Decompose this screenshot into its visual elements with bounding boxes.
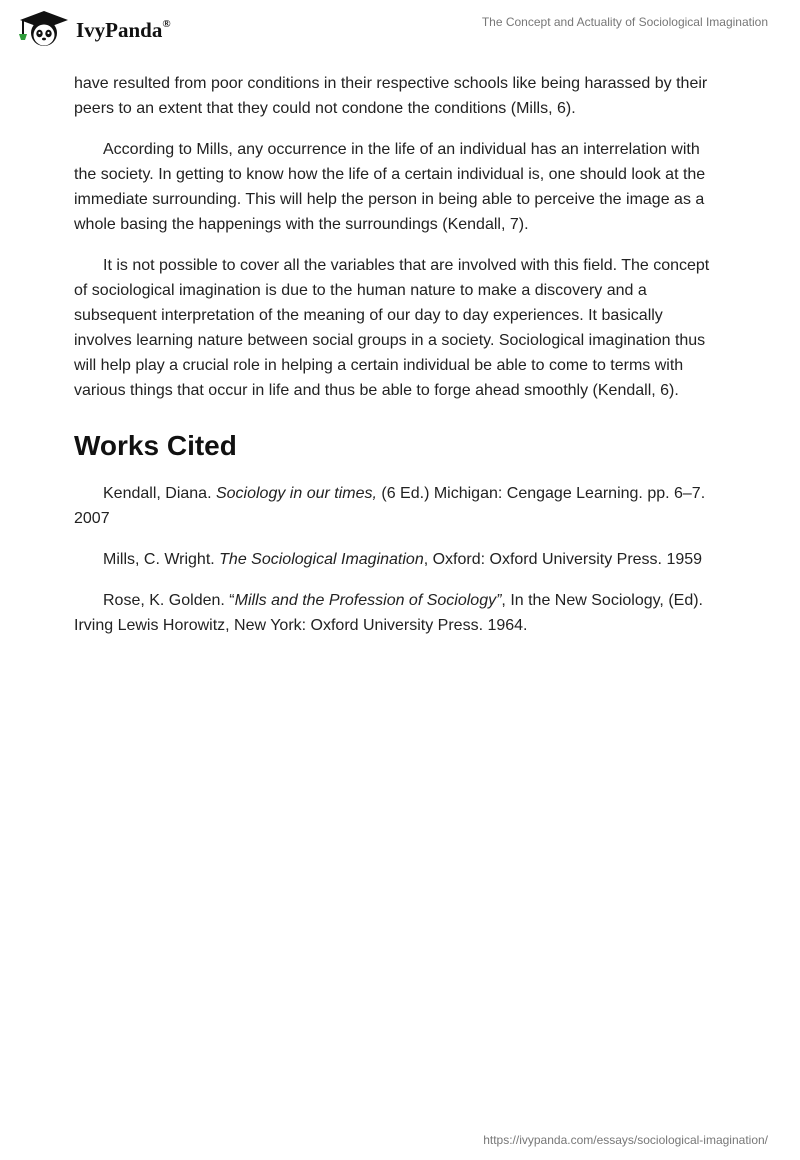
- brand-logo[interactable]: [14, 8, 171, 48]
- citation: Kendall, Diana. Sociology in our times, (6 Ed.) Michigan: Cengage Learning. pp. 6–7. 2007: [74, 485, 706, 527]
- document-title: The Concept and Actuality of Sociological Imagination: [481, 15, 768, 29]
- paragraph: have resulted from poor conditions in their respective schools like being harassed by their peers to an extent that they could not condone the conditions (Mills, 6).: [74, 75, 708, 117]
- citation: Mills, C. Wright. The Sociological Imagination, Oxford: Oxford University Press. 1959: [103, 551, 703, 568]
- brand-name: IvyPanda®: [76, 17, 171, 42]
- works-cited-heading: Works Cited: [74, 430, 237, 461]
- panda-logo-icon: [14, 8, 70, 48]
- essay-content: [74, 71, 724, 654]
- citation: Rose, K. Golden. “Mills and the Profession of Sociology”, In the New Sociology, (Ed). Irving Lewis Horowitz, New York: Oxford University Press. 1964.: [74, 592, 703, 634]
- paragraph: According to Mills, any occurrence in the life of an individual has an interrelation with the society. In getting to know how the life of a certain individual is, one should look at the immediate surrounding. This will help the person in being able to perceive the image as a whole basing the happenings with the surroundings (Kendall, 7).: [74, 141, 706, 233]
- source-url-link[interactable]: https://ivypanda.com/essays/sociological-imagination/: [483, 1133, 768, 1147]
- paragraph: It is not possible to cover all the variables that are involved with this field. The concept of sociological imagination is due to the human nature to make a discovery and a subsequent interpretation of the meaning of our day to day experiences. It basically involves learning nature between social groups in a society. Sociological imagination thus will help play a crucial role in helping a certain individual be able to come to terms with various things that occur in life and thus be able to forge ahead smoothly (Kendall, 6).: [74, 257, 710, 399]
